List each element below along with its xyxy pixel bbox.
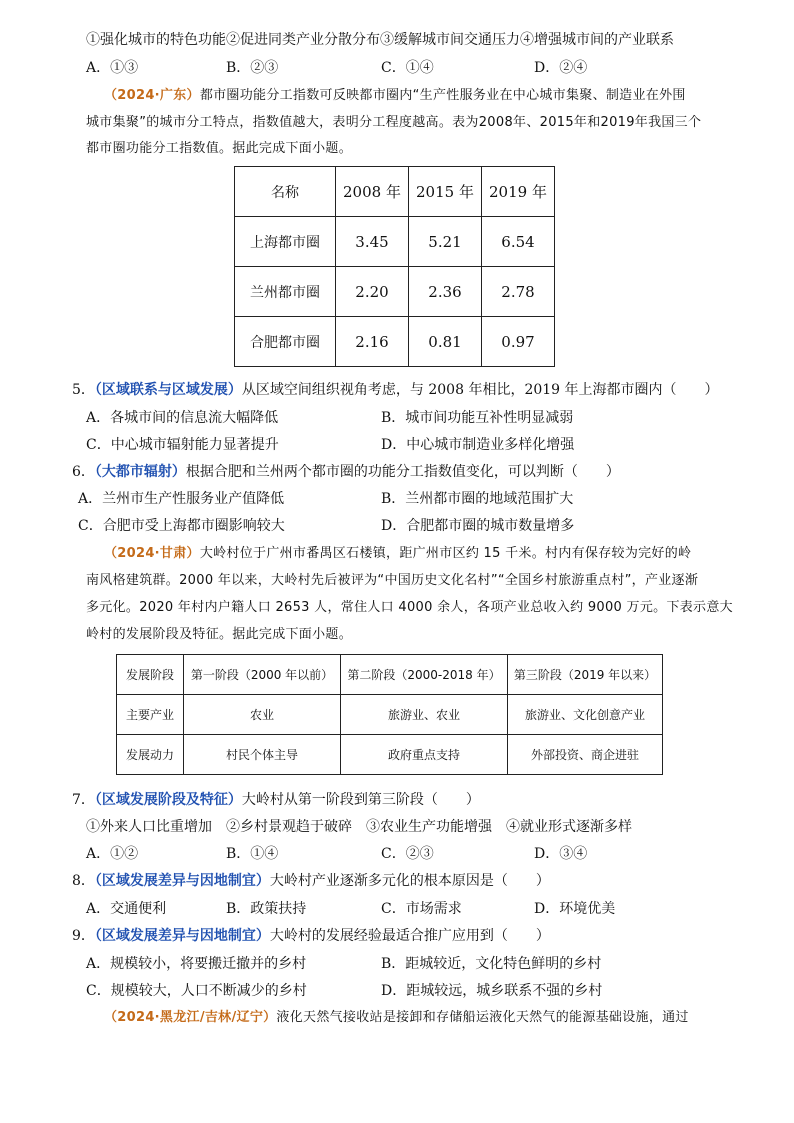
- table-cell: 旅游业、文化创意产业: [508, 695, 663, 735]
- question-number: 5．: [72, 382, 95, 398]
- option-d: D．环境优美: [534, 901, 616, 917]
- development-stage-table: [116, 654, 663, 775]
- passage-2-line-2: 南风格建筑群。2000 年以来，大岭村先后被评为“中国历史文化名村”“全国乡村旅游重点村”，产业逐渐: [86, 573, 699, 588]
- passage-1-line-1: [104, 87, 686, 105]
- option-a: A．交通便利: [86, 901, 167, 917]
- table-header-cell: 2019 年: [482, 167, 555, 217]
- question-number: 6．: [72, 464, 95, 480]
- index-table: [234, 166, 555, 367]
- option-a: A．①②: [86, 846, 139, 862]
- question-9-stem: [72, 927, 550, 945]
- table-header-cell: 第二阶段（2000-2018 年）: [341, 655, 508, 695]
- question-tag: （区域发展阶段及特征）: [94, 792, 242, 808]
- table-cell: 2.36: [409, 267, 482, 317]
- table-cell: 2.16: [336, 317, 409, 367]
- question-text: 大岭村的发展经验最适合推广应用到（ ）: [269, 928, 550, 944]
- option-b: B．政策扶持: [226, 901, 307, 917]
- option-a: A．①③: [86, 60, 139, 76]
- table-cell: 农业: [184, 695, 341, 735]
- table-row: [117, 695, 663, 735]
- option-b: B．①④: [226, 846, 279, 862]
- table-cell: 主要产业: [117, 695, 184, 735]
- option-c: C．中心城市辐射能力显著提升: [86, 437, 279, 453]
- table-cell: 发展动力: [117, 735, 184, 775]
- question-7-stem: [72, 791, 480, 809]
- table-header-cell: 第三阶段（2019 年以来）: [508, 655, 663, 695]
- table-header-cell: 发展阶段: [117, 655, 184, 695]
- option-a: A．各城市间的信息流大幅降低: [86, 410, 279, 426]
- question-tag: （区域发展差异与因地制宜）: [94, 873, 270, 889]
- passage-text: 液化天然气接收站是接卸和存储船运液化天然气的能源基础设施，通过: [276, 1010, 689, 1025]
- table-header-cell: 名称: [235, 167, 336, 217]
- question-number: 7．: [72, 792, 95, 808]
- table-header-cell: 第一阶段（2000 年以前）: [184, 655, 341, 695]
- option-c: C．合肥市受上海都市圈影响较大: [78, 518, 285, 534]
- option-b: B．②③: [226, 60, 279, 76]
- option-b: B．距城较近，文化特色鲜明的乡村: [381, 956, 602, 972]
- option-c: C．②③: [381, 846, 434, 862]
- question-items: ①强化城市的特色功能②促进同类产业分散分布③缓解城市间交通压力④增强城市间的产业联系: [86, 32, 674, 48]
- table-header-cell: 2015 年: [409, 167, 482, 217]
- question-number: 9．: [72, 928, 95, 944]
- option-c: C．①④: [381, 60, 434, 76]
- table-header-row: [117, 655, 663, 695]
- table-cell: 0.81: [409, 317, 482, 367]
- source-tag: （2024·广东）: [104, 88, 200, 103]
- passage-1-line-2: 城市集聚”的城市分工特点，指数值越大，表明分工程度越高。表为2008年、2015年和2019年我国三个: [86, 115, 702, 130]
- table-cell: 合肥都市圈: [235, 317, 336, 367]
- option-c: C．市场需求: [381, 901, 462, 917]
- passage-2-line-3: 多元化。2020 年村内户籍人口 2653 人，常住人口 4000 余人，各项产业总收入约 9000 万元。下表示意大: [86, 600, 733, 615]
- passage-text: 都市圈功能分工指数可反映都市圈内“生产性服务业在中心城市集聚、制造业在外围: [199, 88, 686, 103]
- source-tag: （2024·黑龙江/吉林/辽宁）: [104, 1010, 277, 1025]
- question-8-stem: [72, 872, 550, 890]
- table-cell: 村民个体主导: [184, 735, 341, 775]
- question-items: ①外来人口比重增加 ②乡村景观趋于破碎 ③农业生产功能增强 ④就业形式逐渐多样: [86, 819, 632, 835]
- option-c: C．规模较大，人口不断减少的乡村: [86, 983, 307, 999]
- option-b: B．城市间功能互补性明显减弱: [381, 410, 574, 426]
- option-d: D．②④: [534, 60, 588, 76]
- table-cell: 上海都市圈: [235, 217, 336, 267]
- table-cell: 外部投资、商企进驻: [508, 735, 663, 775]
- table-cell: 0.97: [482, 317, 555, 367]
- table-row: [235, 267, 555, 317]
- option-d: D．距城较远，城乡联系不强的乡村: [381, 983, 603, 999]
- table-header-row: [235, 167, 555, 217]
- question-text: 从区域空间组织视角考虑，与 2008 年相比，2019 年上海都市圈内（ ）: [241, 382, 719, 398]
- table-cell: 2.20: [336, 267, 409, 317]
- source-tag: （2024·甘肃）: [104, 546, 200, 561]
- question-text: 大岭村产业逐渐多元化的根本原因是（ ）: [269, 873, 550, 889]
- question-6-stem: [72, 463, 620, 481]
- table-row: [235, 217, 555, 267]
- question-tag: （大都市辐射）: [94, 464, 186, 480]
- option-d: D．中心城市制造业多样化增强: [381, 437, 575, 453]
- passage-2-line-4: 岭村的发展阶段及特征。据此完成下面小题。: [86, 627, 353, 642]
- option-a: A．兰州市生产性服务业产值降低: [78, 491, 285, 507]
- passage-1-line-3: 都市圈功能分工指数值。据此完成下面小题。: [86, 141, 353, 156]
- question-5-stem: [72, 381, 719, 399]
- table-row: [235, 317, 555, 367]
- question-text: 大岭村从第一阶段到第三阶段（ ）: [241, 792, 480, 808]
- table-cell: 5.21: [409, 217, 482, 267]
- table-cell: 旅游业、农业: [341, 695, 508, 735]
- question-text: 根据合肥和兰州两个都市圈的功能分工指数值变化，可以判断（ ）: [185, 464, 620, 480]
- question-tag: （区域发展差异与因地制宜）: [94, 928, 270, 944]
- question-tag: （区域联系与区域发展）: [94, 382, 242, 398]
- option-a: A．规模较小，将要搬迁撤并的乡村: [86, 956, 307, 972]
- table-row: [117, 735, 663, 775]
- passage-2-line-1: [104, 545, 691, 563]
- question-number: 8．: [72, 873, 95, 889]
- table-cell: 政府重点支持: [341, 735, 508, 775]
- table-cell: 兰州都市圈: [235, 267, 336, 317]
- table-header-cell: 2008 年: [336, 167, 409, 217]
- option-d: D．合肥都市圈的城市数量增多: [381, 518, 575, 534]
- table-cell: 3.45: [336, 217, 409, 267]
- option-b: B．兰州都市圈的地域范围扩大: [381, 491, 574, 507]
- table-cell: 6.54: [482, 217, 555, 267]
- passage-text: 大岭村位于广州市番禺区石楼镇，距广州市区约 15 千米。村内有保存较为完好的岭: [199, 546, 692, 561]
- passage-3-line-1: [104, 1009, 689, 1027]
- table-cell: 2.78: [482, 267, 555, 317]
- option-d: D．③④: [534, 846, 588, 862]
